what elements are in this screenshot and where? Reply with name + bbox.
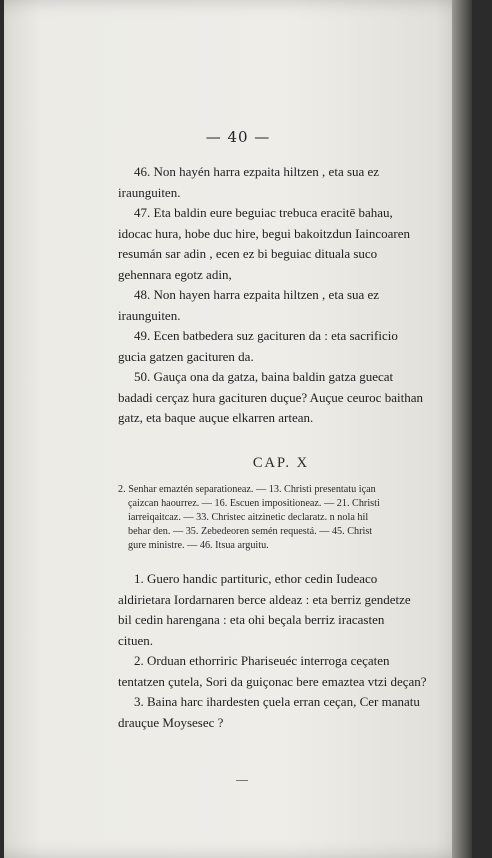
summary-line: iarreiqaitcaz. — 33. Christec aitzinetic declaratz. n nola hil xyxy=(128,512,369,523)
verse xyxy=(118,692,444,733)
chapter-summary xyxy=(118,483,444,553)
book-page xyxy=(4,0,472,858)
verse xyxy=(118,326,444,367)
verse-line: 50. Gauça ona da gatza, baina baldin gatza guecat xyxy=(134,369,394,384)
verse-line: gehennara egotz adin, xyxy=(118,266,232,282)
verse-line: 48. Non hayen harra ezpaita hiltzen , eta sua ez xyxy=(134,287,380,302)
verse xyxy=(118,203,444,285)
summary-line: gure ministre. — 46. Itsua arguitu. xyxy=(128,540,269,551)
footer-mark xyxy=(236,780,248,781)
summary-line: behar den. — 35. Zebedeoren semén requestá. — 45. Christ xyxy=(128,526,373,537)
verse-line: cituen. xyxy=(118,632,154,648)
verse-line: 1. Guero handic partituric, ethor cedin Iudeaco xyxy=(134,571,378,586)
page-body xyxy=(118,162,444,733)
chapter-heading: CAP. X xyxy=(252,454,310,471)
verse-line: tentatzen çutela, Sori da guiçonac bere emaztea vtzi deçan? xyxy=(118,673,427,689)
verse xyxy=(118,569,444,651)
verse-line: 2. Orduan ethorriric Phariseuéc interroga ceçaten xyxy=(134,653,390,668)
verse-line: iraunguiten. xyxy=(118,184,181,200)
verse-line: gucia gatzen gacituren da. xyxy=(118,348,254,364)
summary-line: 2. Senhar emaztén separationeaz. — 13. Christi presentatu içan xyxy=(118,484,376,495)
verse-line: aldirietara Iordarnaren berce aldeaz : eta berriz gendetze xyxy=(118,591,411,607)
verse xyxy=(118,285,444,326)
verse-line: 49. Ecen batbedera suz gacituren da : eta sacrificio xyxy=(134,328,398,343)
verse xyxy=(118,367,444,429)
verse-line: 3. Baina harc ihardesten çuela erran ceçan, Cer manatu xyxy=(134,694,420,709)
verse xyxy=(118,651,444,692)
verse-line: resumán sar adin , ecen ez bi beguiac dituala suco xyxy=(118,246,378,261)
verses-chapter-9 xyxy=(118,162,444,429)
verse-line: badadi cerçaz hura gacituren duçue? Auçue ceuroc baithan xyxy=(118,389,423,405)
verse-line: bil cedin harengana : eta ohi beçala berriz iracasten xyxy=(118,612,385,627)
page-number: — 40 — xyxy=(205,128,271,146)
verse xyxy=(118,162,444,203)
verses-chapter-10 xyxy=(118,569,444,733)
verse-line: drauçue Moysesec ? xyxy=(118,714,224,730)
verse-line: idocac hura, hobe duc hire, begui bakoitzdun Iaincoaren xyxy=(118,225,411,241)
verse-line: gatz, eta baque auçue elkarren artean. xyxy=(118,410,314,425)
verse-line: 47. Eta baldin eure beguiac trebuca eracitē bahau, xyxy=(134,205,393,220)
verse-line: iraunguiten. xyxy=(118,307,181,323)
verse-line: 46. Non hayén harra ezpaita hiltzen , eta sua ez xyxy=(134,164,380,179)
summary-line: çaizcan haourrez. — 16. Escuen impositioneaz. — 21. Christi xyxy=(128,498,380,509)
